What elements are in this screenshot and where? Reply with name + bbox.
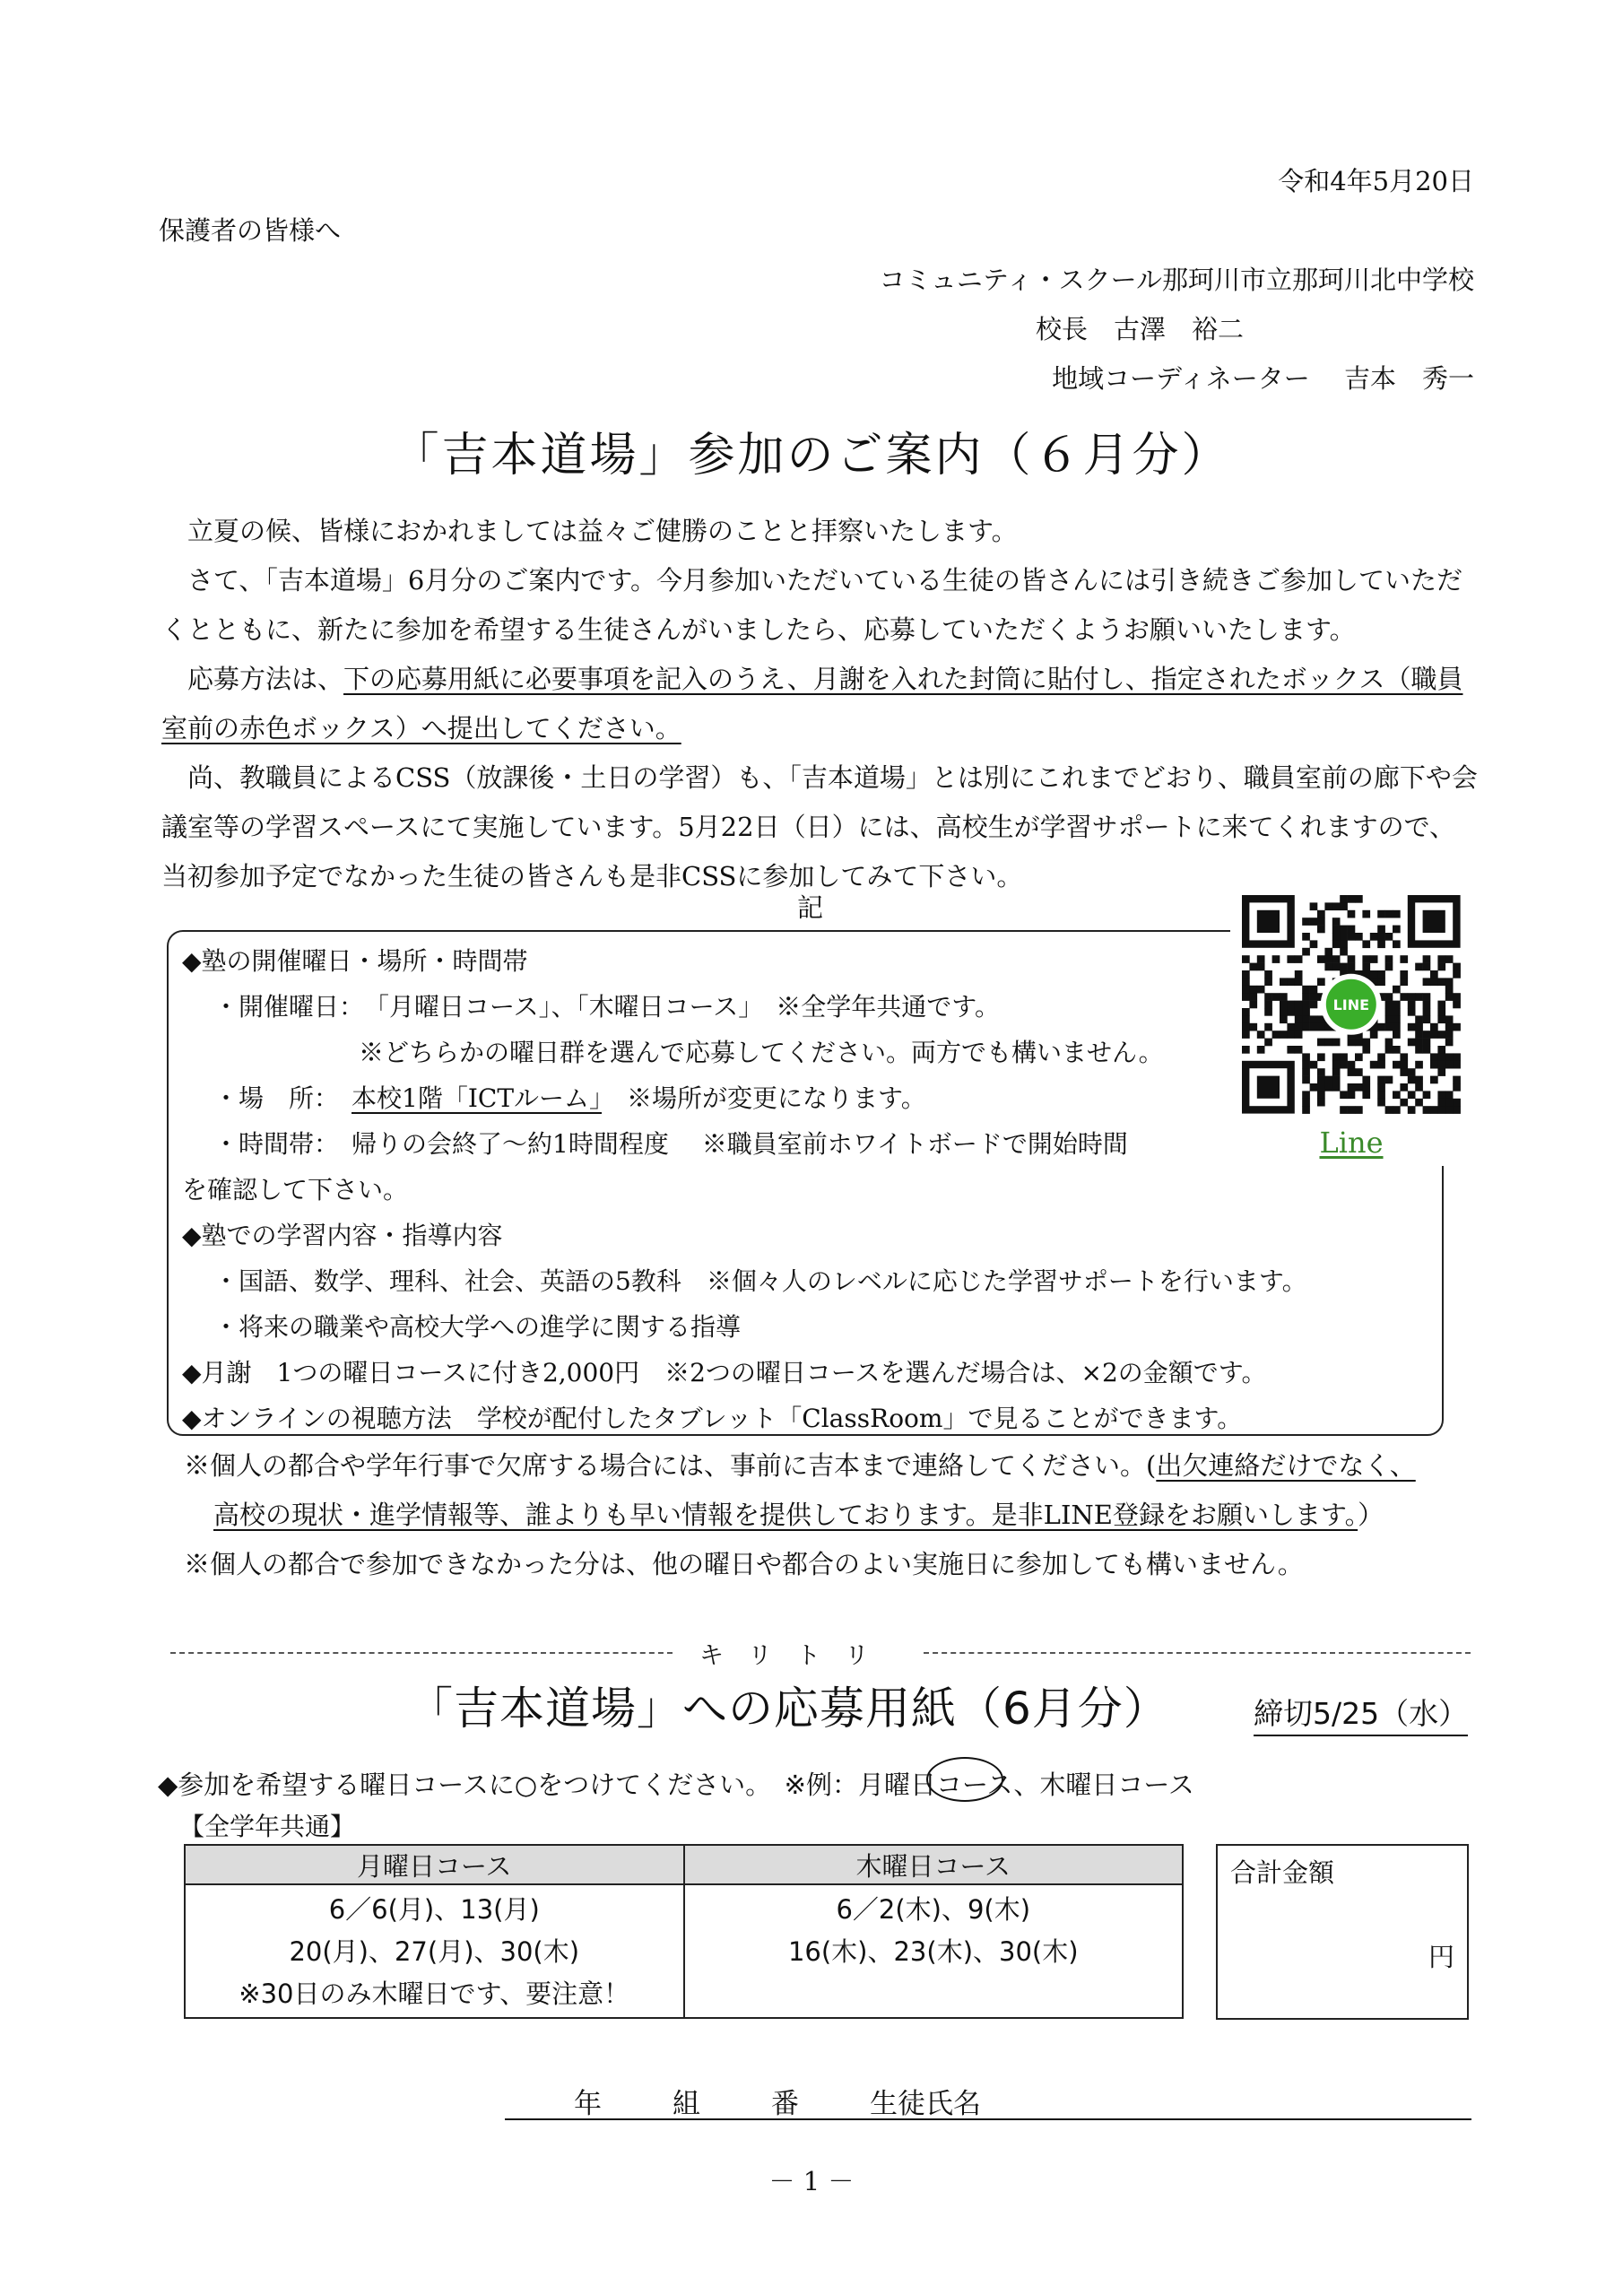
grade-tag: 【全学年共通】 xyxy=(179,1812,356,1841)
sender-school: コミュニティ・スクール那珂川市立那珂川北中学校 xyxy=(879,265,1474,295)
monday-note: ※30日のみ木曜日です、要注意！ xyxy=(239,1979,630,2009)
course-table xyxy=(184,1844,1184,2019)
cut-label: キ リ ト リ xyxy=(699,1642,869,1670)
field-class: 組 xyxy=(673,2088,700,2120)
application-method-underlined: 下の応募用紙に必要事項を記入のうえ、月謝を入れた封筒に貼付し、指定されたボックス（職員室前の赤色ボックス）へ提出してください。 xyxy=(161,664,1463,744)
thursday-dates-1: 6／2(木)、9(木) xyxy=(836,1894,1031,1925)
note-absence-cont: 高校の現状・進学情報等、誰よりも早い情報を提供しております。是非LINE登録をお願いします。） xyxy=(213,1500,1384,1530)
form-title: 「吉本道場」への応募用紙（6月分） xyxy=(408,1683,1169,1735)
intro-paragraph-3: 応募方法は、下の応募用紙に必要事項を記入のうえ、月謝を入れた封筒に貼付し、指定されたボックス（職員室前の赤色ボックス）へ提出してください。 xyxy=(161,664,1463,744)
monday-dates-2: 20(月)、27(月)、30(木) xyxy=(289,1936,580,1967)
details-time: ・時間帯： 帰りの会終了～約1時間程度 ※職員室前ホワイトボードで開始時間 xyxy=(213,1129,1128,1159)
details-heading-content: ◆塾での学習内容・指導内容 xyxy=(182,1221,503,1250)
details-days: ・開催曜日： 「月曜日コース」、「木曜日コース」 ※全学年共通です。 xyxy=(213,992,1000,1022)
example-circle-mark xyxy=(926,1757,1003,1802)
line-badge-icon: LINE xyxy=(1332,996,1370,1013)
sender-coordinator: 地域コーディネーター 吉本 秀一 xyxy=(1052,363,1474,394)
thursday-dates-2: 16(木)、23(木)、30(木) xyxy=(787,1936,1079,1967)
cut-line xyxy=(170,1639,1471,1670)
total-label: 合計金額 xyxy=(1230,1857,1335,1888)
page-number: － 1 － xyxy=(768,2166,855,2196)
place-value: 本校1階「ICTルーム」 xyxy=(352,1083,602,1113)
intro-paragraph-4: 尚、教職員によるCSS（放課後・土日の学習）も、「吉本道場」とは別にこれまでどおり、職員室前の廊下や会議室等の学習スペースにて実施しています。5月22日（日）には、高校生が学習サポートに来てくれますので、当初参加予定でなかった生徒の皆さんも是非CSSに参加してみて下さい。 xyxy=(161,762,1478,891)
page-title: 「吉本道場」参加のご案内（６月分） xyxy=(392,429,1231,483)
total-amount-box[interactable] xyxy=(1216,1844,1469,2020)
column-header-monday: 月曜日コース xyxy=(185,1845,684,1884)
form-instruction: ◆参加を希望する曜日コースに○をつけてください。 ※例：月曜日コース、木曜日コース xyxy=(158,1770,1194,1800)
student-name-line[interactable] xyxy=(505,2074,1471,2120)
total-unit: 円 xyxy=(1428,1942,1454,1972)
thursday-course-cell[interactable] xyxy=(684,1884,1184,2018)
column-header-thursday: 木曜日コース xyxy=(684,1845,1184,1884)
line-qr-code[interactable] xyxy=(1230,888,1472,1166)
field-number: 番 xyxy=(771,2088,799,2120)
details-heading-schedule: ◆塾の開催曜日・場所・時間帯 xyxy=(182,946,528,976)
details-guidance: ・将来の職業や高校大学への進学に関する指導 xyxy=(213,1312,742,1342)
sender-principal: 校長 古澤 裕二 xyxy=(1036,314,1245,344)
details-fee: ◆月謝 1つの曜日コースに付き2,000円 ※2つの曜日コースを選んだ場合は、×2の金額です。 xyxy=(182,1358,1267,1387)
field-year: 年 xyxy=(574,2088,602,2120)
note-absence: ※個人の都合や学年行事で欠席する場合には、事前に吉本まで連絡してください。(出欠連絡だけでなく、 xyxy=(184,1450,1416,1481)
deadline: 締切5/25（水） xyxy=(1254,1691,1468,1736)
qr-code-icon xyxy=(1230,888,1472,1121)
details-subjects: ・国語、数学、理科、社会、英語の5教科 ※個々人のレベルに応じた学習サポートを行います。 xyxy=(213,1266,1307,1296)
qr-label: Line xyxy=(1319,1126,1384,1160)
note-makeup: ※個人の都合で参加できなかった分は、他の曜日や都合のよい実施日に参加しても構いません。 xyxy=(184,1549,1304,1579)
intro-paragraph-2: さて、「吉本道場」6月分のご案内です。今月参加いただいている生徒の皆さんには引き続きご参加していただくとともに、新たに参加を希望する生徒さんがいましたら、応募していただくようお願いいたします。 xyxy=(161,565,1463,645)
ki-heading: 記 xyxy=(797,892,824,923)
addressee: 保護者の皆様へ xyxy=(159,215,342,246)
details-time-cont: を確認して下さい。 xyxy=(182,1175,409,1205)
monday-dates-1: 6／6(月)、13(月) xyxy=(328,1894,540,1925)
monday-course-cell[interactable] xyxy=(185,1884,684,2018)
document-date: 令和4年5月20日 xyxy=(1278,166,1474,196)
intro-paragraph-1: 立夏の候、皆様におかれましては益々ご健勝のことと拝察いたします。 xyxy=(187,516,1018,546)
field-student-name: 生徒氏名 xyxy=(870,2088,981,2120)
details-days-note: ※どちらかの曜日群を選んで応募してください。両方でも構いません。 xyxy=(359,1038,1164,1067)
details-online: ◆オンラインの視聴方法 学校が配付したタブレット「ClassRoom」で見ることができます。 xyxy=(182,1404,1243,1433)
details-place: ・場 所： 本校1階「ICTルーム」 ※場所が変更になります。 xyxy=(213,1083,926,1113)
